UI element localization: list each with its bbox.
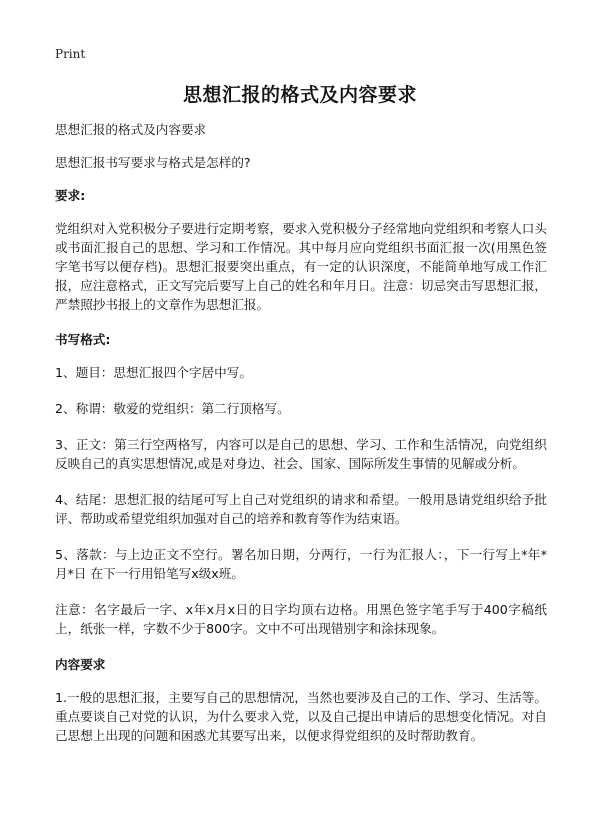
- document-subtitle: 思想汇报的格式及内容要求: [55, 122, 207, 137]
- requirements-heading: 要求:: [55, 188, 86, 203]
- requirements-paragraph: 党组织对入党积极分子要进行定期考察，要求入党积极分子经常地向党组织和考察人口头或书面汇报自己的思想、学习和工作情况。其中每月应向党组织书面汇报一次(用黑色签字笔书写以便存档)。思想汇报要突出重点，有一定的认识深度，不能简单地写成工作汇报，应注意格式，正文写完后要写上自己的姓名和年月日。注意：切忌突击写思想汇报，严禁照抄书报上的文章作为思想汇报。: [55, 221, 547, 312]
- format-item-salutation: 2、称谓：敬爱的党组织：第二行顶格写。: [55, 401, 290, 416]
- document-question: 思想汇报书写要求与格式是怎样的?: [55, 155, 251, 170]
- content-requirements-paragraph: 1.一般的思想汇报，主要写自己的思想情况，当然也要涉及自己的工作、学习、生活等。重点要谈自己对党的认识，为什么要求入党，以及自己提出申请后的思想变化情况。对自己思想上出现的问题和困惑尤其要写出来，以便求得党组织的及时帮助教育。: [55, 690, 547, 743]
- format-item-title: 1、题目：思想汇报四个字居中写。: [55, 365, 252, 380]
- document-body: [55, 120, 547, 761]
- format-heading: 书写格式:: [55, 332, 111, 347]
- format-item-ending: 4、结尾：思想汇报的结尾可写上自己对党组织的请求和希望。一般用恳请党组织给予批评、帮助或希望党组织加强对自己的培养和教育等作为结束语。: [55, 492, 547, 526]
- document-title: 思想汇报的格式及内容要求: [182, 84, 417, 106]
- print-link[interactable]: Print: [55, 47, 86, 61]
- format-item-signature: 5、落款：与上边正文不空行。署名加日期，分两行，一行为汇报人：，下一行写上*年*月*日 在下一行用铅笔写x级x班。: [55, 547, 547, 581]
- content-requirements-heading: 内容要求: [55, 657, 106, 672]
- format-item-body: 3、正文：第三行空两格写，内容可以是自己的思想、学习、工作和生活情况，向党组织反映自己的真实思想情况,或是对身边、社会、国家、国际所发生事情的见解或分析。: [55, 437, 547, 471]
- format-note: 注意：名字最后一字、x年x月x日的日字均顶右边格。用黑色签字笔手写于400字稿纸上，纸张一样，字数不少于800字。文中不可出现错别字和涂抹现象。: [55, 602, 547, 636]
